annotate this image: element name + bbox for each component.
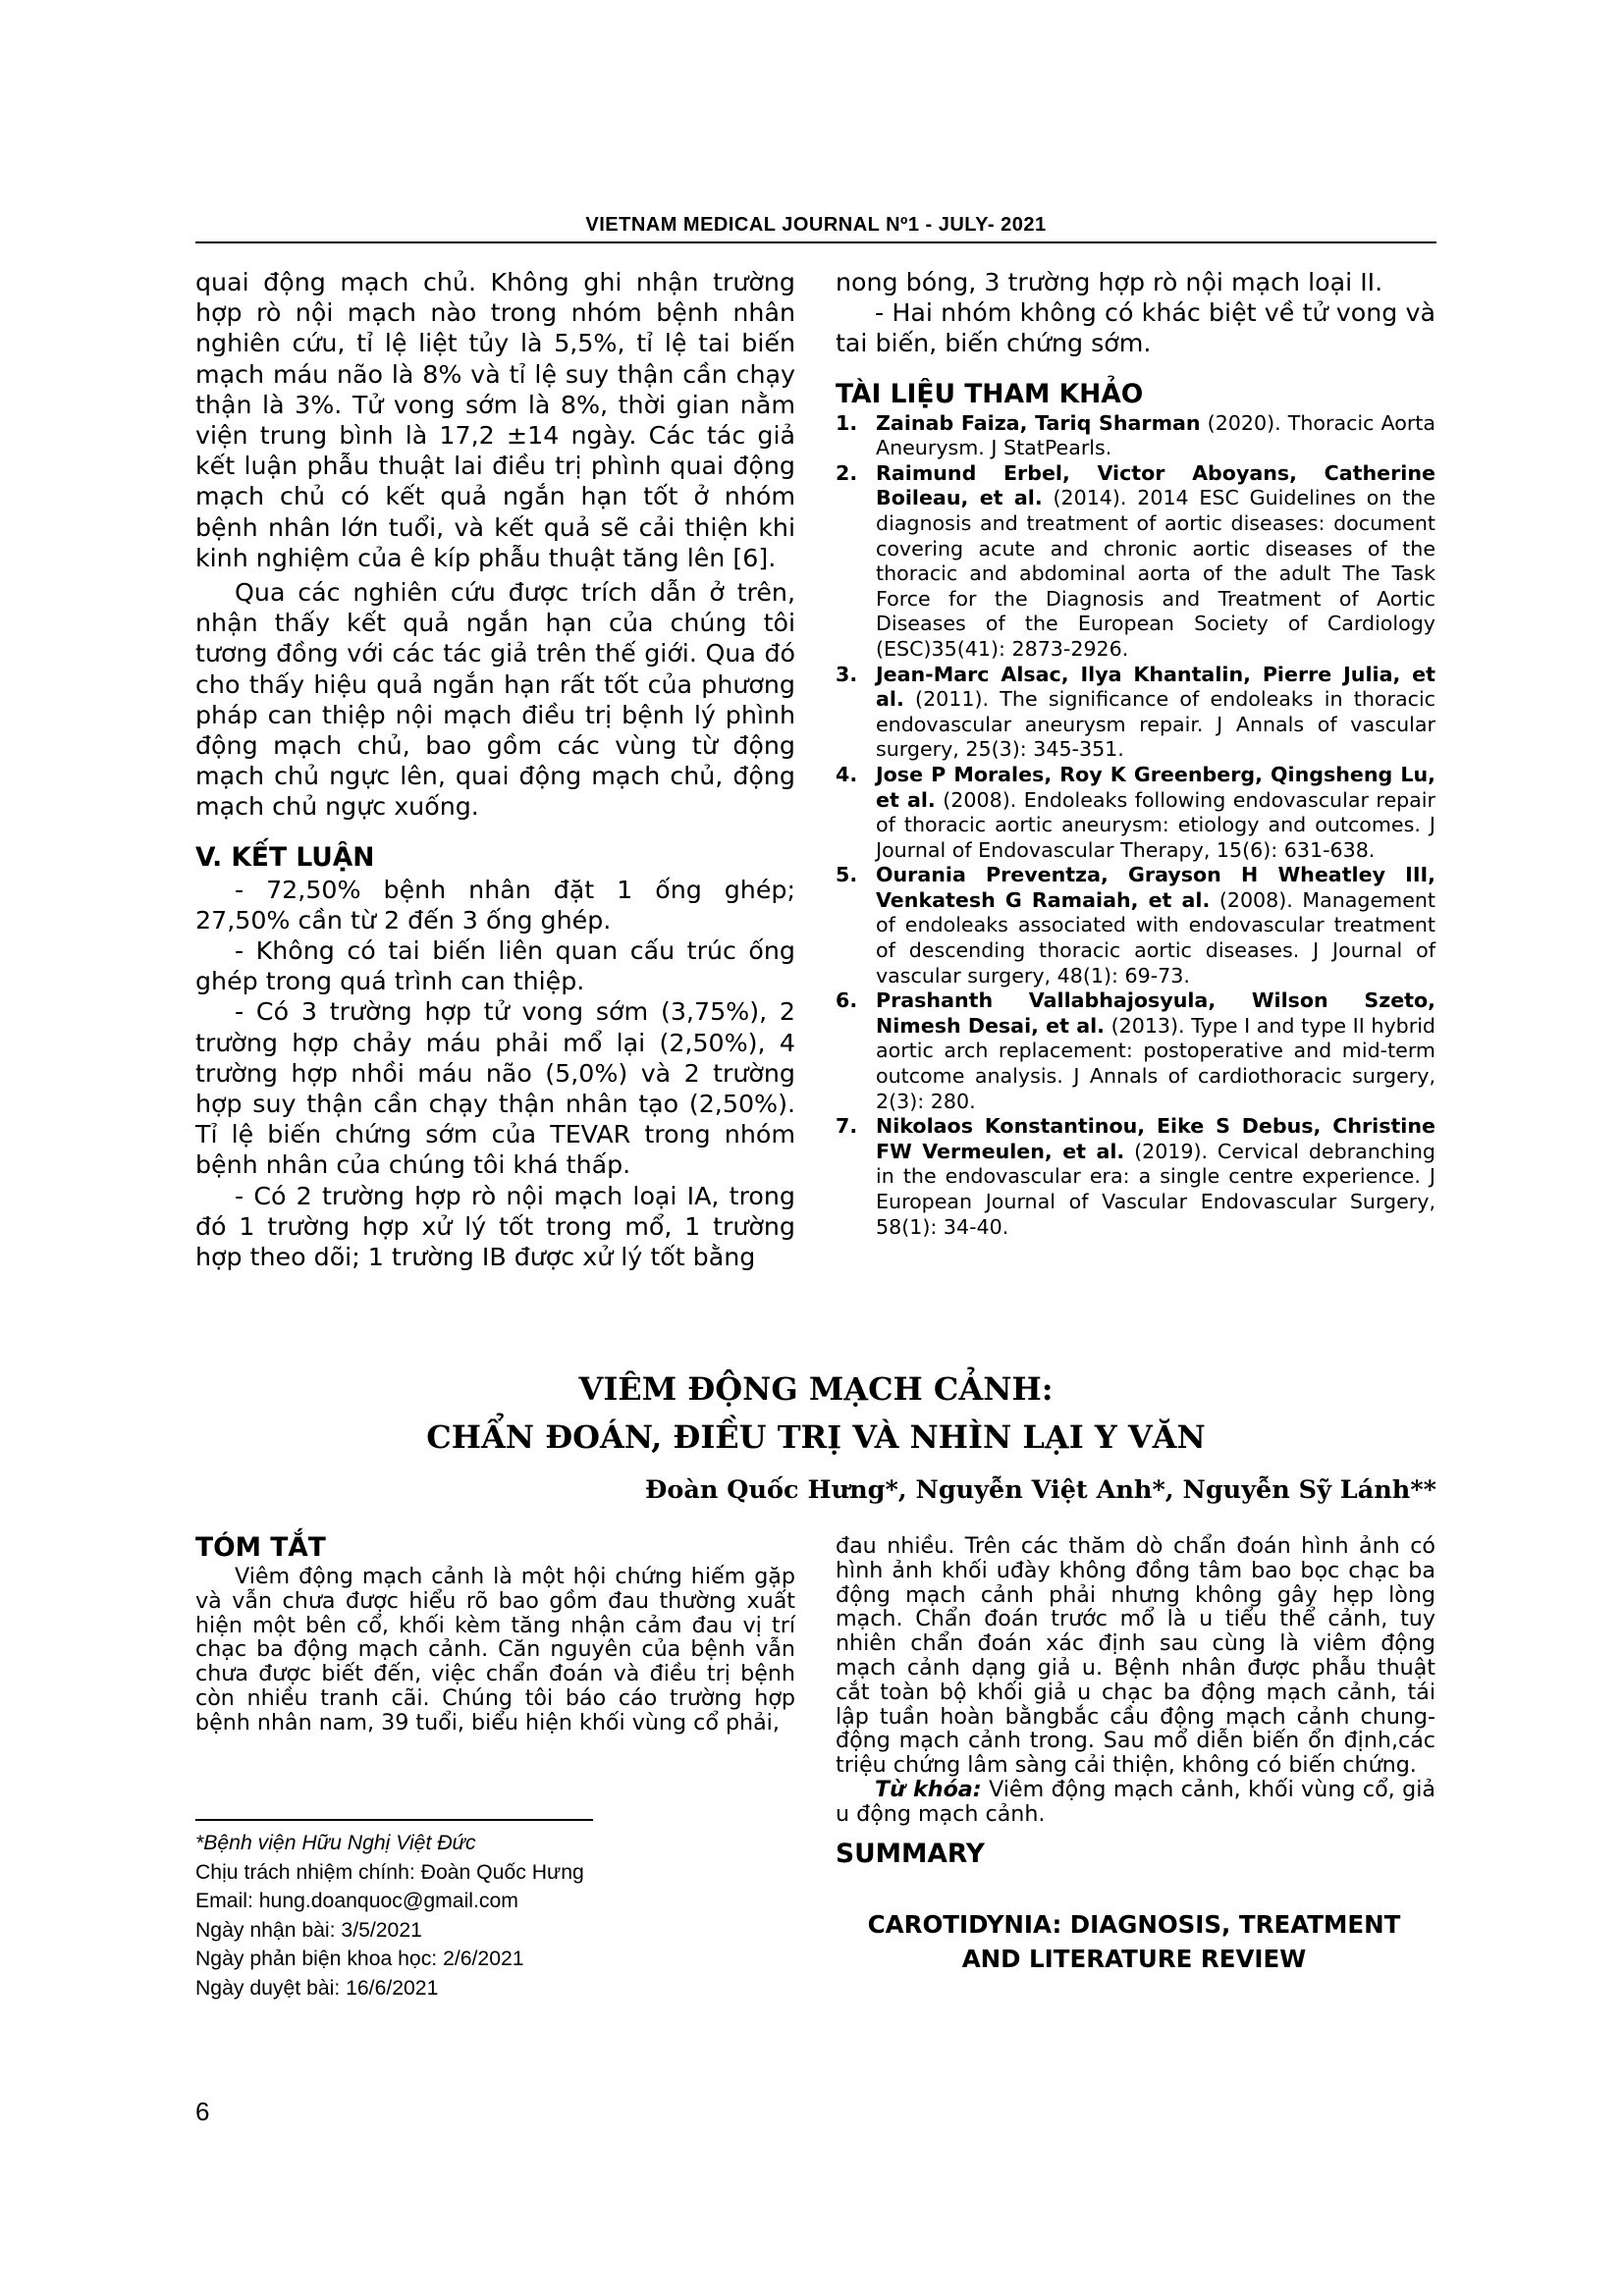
reference-item [836, 988, 1435, 1114]
reference-details: (2008). Endoleaks following endovascular repair of thoracic aortic aneurysm: etiology and outcomes. J Journal of Endovascular Therapy, 15(6): 631-638. [876, 787, 1435, 862]
reference-authors: Jean-Marc Alsac, Ilya Khantalin, Pierre Julia, et al. [876, 662, 1435, 712]
reference-authors: Nikolaos Konstantinou, Eike S Debus, Christine FW Vermeulen, et al. [876, 1114, 1435, 1163]
reference-number: 7. [836, 1114, 858, 1139]
reference-details: (2019). Cervical debranching in the endovascular era: a single centre experience. J European Journal of Vascular Endovascular Surgery, 58(1): 34-40. [876, 1139, 1435, 1239]
discussion-paragraph-2 [195, 577, 795, 823]
conclusion-item-2 [195, 935, 795, 996]
summary-title-line-1: CAROTIDYNIA: DIAGNOSIS, TREATMENT [867, 1910, 1401, 1939]
keywords-line [836, 1778, 1435, 1827]
right-column [836, 267, 1435, 1240]
abstract-text-right: đau nhiều. Trên các thăm dò chẩn đoán hình ảnh có hình ảnh khối uđày không đồng tâm bao bọc chạc ba động mạch cảnh phải nhưng không gây hẹp lòng mạch. Chẩn đoán trước mổ là u tiểu thể cảnh, tuy nhiên chẩn đoán xác định sau cùng là viêm động mạch cảnh dạng giả u. Bệnh nhân được phẫu thuật cắt toàn bộ khối giả u chạc ba động mạch cảnh, tái lập tuần hoàn bằngbắc cầu động mạch cảnh chung-động mạch cảnh trong. Sau mổ diễn biến ổn định,các triệu chứng lâm sàng cải thiện, không có biến chứng. [836, 1533, 1435, 1779]
article-authors: Đoàn Quốc Hưng*, Nguyễn Việt Anh*, Nguyễn Sỹ Lánh** [645, 1475, 1436, 1505]
abstract-text-left-body: Viêm động mạch cảnh là một hội chứng hiếm gặp và vẫn chưa được hiểu rõ bao gồm đau thường xuất hiện một bên cổ, khối kèm tăng nhận cảm đau vị trí chạc ba động mạch cảnh. Căn nguyên của bệnh vẫn chưa được biết đến, việc chẩn đoán và điều trị bệnh còn nhiều tranh cãi. Chúng tôi báo cáo trường hợp bệnh nhân nam, 39 tuổi, biểu hiện khối vùng cổ phải, [195, 1564, 795, 1735]
discussion-paragraph-1: quai động mạch chủ. Không ghi nhận trường hợp rò nội mạch nào trong nhóm bệnh nhân nghiên cứu, tỉ lệ liệt tủy là 5,5%, tỉ lệ tai biến mạch máu não là 8% và tỉ lệ suy thận cần chạy thận là 3%. Tử vong sớm là 8%, thời gian nằm viện trung bình là 17,2 ±14 ngày. Các tác giả kết luận phẫu thuật lai điều trị phình quai động mạch chủ có kết quả ngắn hạn tốt ở nhóm bệnh nhân lớn tuổi, và kết quả sẽ cải thiện khi kinh nghiệm của ê kíp phẫu thuật tăng lên [6]. [195, 268, 795, 572]
reference-item [836, 461, 1435, 663]
summary-title-line-2: AND LITERATURE REVIEW [961, 1945, 1307, 1973]
reference-number: 3. [836, 662, 858, 686]
reference-authors: Prashanth Vallabhajosyula, Wilson Szeto, Nimesh Desai, et al. [876, 988, 1435, 1038]
abstract-left [195, 1532, 795, 1735]
footnote-approved: Ngày duyệt bài: 16/6/2021 [195, 1976, 439, 2000]
conclusion-item-2-text: - Không có tai biến liên quan cấu trúc ống ghép trong quá trình can thiệp. [195, 936, 795, 996]
footnote-email: Email: hung.doanquoc@gmail.com [195, 1890, 518, 1913]
reference-number: 6. [836, 988, 858, 1013]
reference-details: (2008). Management of endoleaks associated with endovascular treatment of descending thoracic aortic diseases. J Journal of vascular surgery, 48(1): 69-73. [876, 887, 1436, 988]
conclusion-item-1 [195, 875, 795, 935]
reference-authors: Raimund Erbel, Victor Aboyans, Catherine Boileau, et al. [876, 460, 1435, 510]
abstract-right [836, 1534, 1435, 1869]
conclusion-item-4-text: - Có 2 trường hợp rò nội mạch loại IA, trong đó 1 trường hợp xử lý tốt trong mổ, 1 trường hợp theo dõi; 1 trường IB được xử lý tốt bằng [195, 1181, 795, 1272]
abstract-heading: TÓM TẮT [195, 1532, 326, 1563]
reference-item [836, 411, 1435, 461]
reference-number: 5. [836, 863, 858, 887]
conclusion-item-3 [195, 996, 795, 1180]
conclusion-item-1-text: - 72,50% bệnh nhân đặt 1 ống ghép; 27,50% cần từ 2 đến 3 ống ghép. [195, 875, 795, 934]
article-title-line-1: VIÊM ĐỘNG MẠCH CẢNH: [578, 1370, 1054, 1408]
conclusion-item-5-text: - Hai nhóm không có khác biệt về tử vong và tai biến, biến chứng sớm. [836, 298, 1435, 358]
reference-item [836, 863, 1435, 988]
conclusion-item-5 [836, 297, 1435, 358]
summary-heading: SUMMARY [836, 1838, 985, 1869]
reference-authors: Ourania Preventza, Grayson H Wheatley III, Venkatesh G Ramaiah, et al. [876, 863, 1435, 912]
conclusion-heading: V. KẾT LUẬN [195, 841, 375, 873]
reference-item [836, 1114, 1435, 1240]
footnote-responsible: Chịu trách nhiệm chính: Đoàn Quốc Hưng [195, 1860, 584, 1884]
footnote-affiliation: *Bệnh viện Hữu Nghị Việt Đức [195, 1832, 476, 1854]
keywords-label: Từ khóa: [875, 1776, 982, 1802]
discussion-paragraph-2-text: Qua các nghiên cứu được trích dẫn ở trên, nhận thấy kết quả ngắn hạn của chúng tôi tương đồng với các tác giả trên thế giới. Qua đó cho thấy hiệu quả ngắn hạn rất tốt của phương pháp can thiệp nội mạch điều trị bệnh lý phình động mạch chủ, bao gồm các vùng từ động mạch chủ ngực lên, quai động mạch chủ, động mạch chủ ngực xuống. [195, 578, 795, 822]
article-title-line-2: CHẨN ĐOÁN, ĐIỀU TRỊ VÀ NHÌN LẠI Y VĂN [426, 1418, 1206, 1456]
footnote-rule [195, 1819, 593, 1821]
header-rule [195, 241, 1436, 243]
reference-details: (2013). Type I and type II hybrid aortic arch replacement: postoperative and mid-term outcome analysis. J Annals of cardiothoracic surgery, 2(3): 280. [876, 1013, 1435, 1113]
left-column [195, 267, 795, 1272]
conclusion-item-3-text: - Có 3 trường hợp tử vong sớm (3,75%), 2 trường hợp chảy máu phải mổ lại (2,50%), 4 trường hợp nhồi máu não (5,0%) và 2 trường hợp suy thận cần chạy thận nhân tạo (2,50%). Tỉ lệ biến chứng sớm của TEVAR trong nhóm bệnh nhân của chúng tôi khá thấp. [195, 997, 795, 1180]
journal-header: VIETNAM MEDICAL JOURNAL Nº1 - JULY- 2021 [585, 214, 1047, 236]
reference-details: (2020). Thoracic Aorta Aneurysm. J StatPearls. [876, 410, 1435, 460]
reference-details: (2014). 2014 ESC Guidelines on the diagnosis and treatment of aortic diseases: document covering acute and chronic aortic diseases of the thoracic and abdominal aorta of the adult The Task Force for the Diagnosis and Treatment of Aortic Diseases of the European Society of Cardiology (ESC)35(41): 2873-2926. [876, 486, 1435, 661]
reference-list [836, 411, 1435, 1241]
reference-item [836, 763, 1435, 863]
conclusion-continuation: nong bóng, 3 trường hợp rò nội mạch loại II. [836, 268, 1383, 296]
reference-item [836, 663, 1435, 763]
abstract-text-left [195, 1565, 795, 1735]
footnote-block [195, 1829, 584, 2003]
footnote-received: Ngày nhận bài: 3/5/2021 [195, 1918, 422, 1942]
reference-number: 2. [836, 460, 858, 485]
references-heading: TÀI LIỆU THAM KHẢO [836, 378, 1144, 409]
reference-authors: Jose P Morales, Roy K Greenberg, Qingsheng Lu, et al. [876, 762, 1435, 812]
reference-number: 4. [836, 762, 858, 786]
reference-number: 1. [836, 410, 858, 435]
footnote-reviewed: Ngày phản biện khoa học: 2/6/2021 [195, 1948, 524, 1971]
reference-details: (2011). The significance of endoleaks in thoracic endovascular aneurysm repair. J Annals of vascular surgery, 25(3): 345-351. [876, 687, 1435, 762]
page-number: 6 [195, 2097, 210, 2126]
reference-authors: Zainab Faiza, Tariq Sharman [876, 410, 1201, 435]
conclusion-item-4 [195, 1181, 795, 1273]
keywords-text: Viêm động mạch cảnh, khối vùng cổ, giả u động mạch cảnh. [836, 1776, 1435, 1827]
